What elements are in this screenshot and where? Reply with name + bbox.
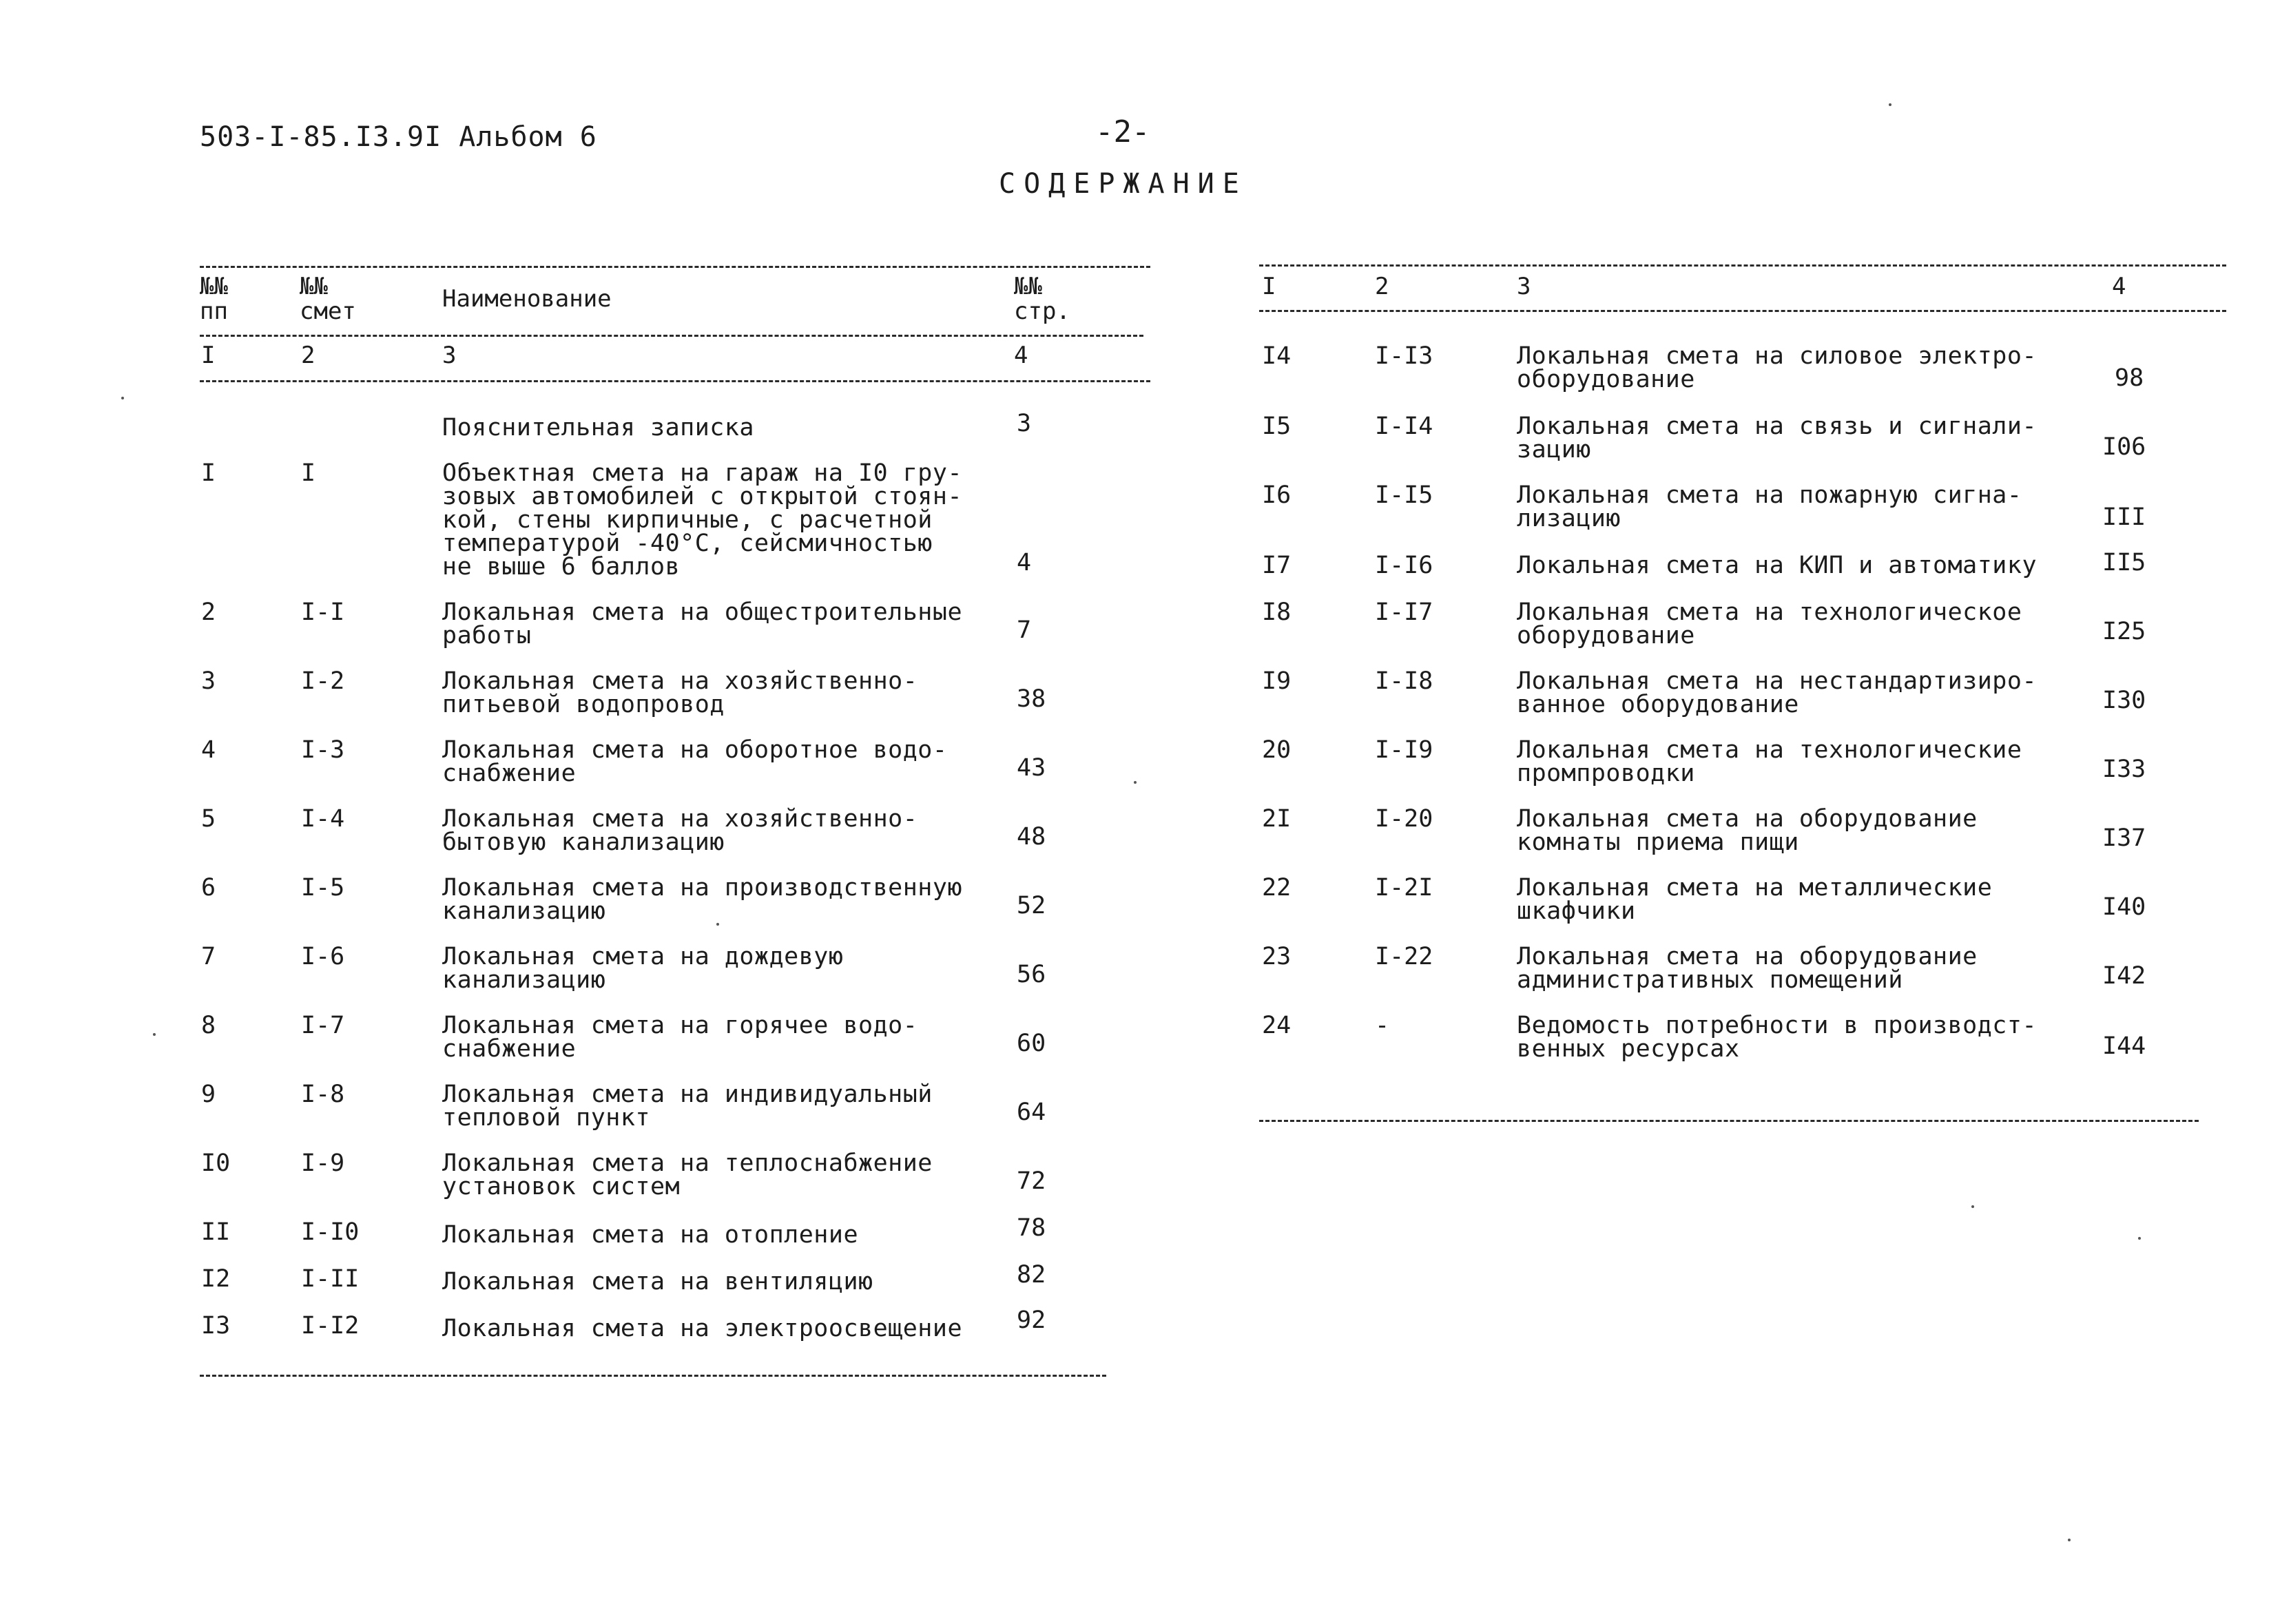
column-number-1: I (1262, 273, 1276, 300)
table-row-name: Локальная смета на оборудование административных помещений (1517, 943, 1978, 994)
table-row-pp: 24 (1262, 1012, 1292, 1039)
table-row-name: Локальная смета на оборотное водо- снабжение (442, 736, 948, 787)
table-row-pp: 8 (201, 1012, 216, 1039)
table-row-pp: II (201, 1218, 231, 1246)
table-row-page: 7 (1017, 616, 1032, 644)
table-row-page: I06 (2102, 433, 2146, 461)
table-row-smeta: I-I (301, 598, 345, 626)
column-number-3: 3 (442, 342, 457, 369)
scan-speck (1134, 781, 1137, 784)
table-row-pp: 2 (201, 598, 216, 626)
table-row-pp: I (201, 459, 216, 487)
table-row-pp: 6 (201, 874, 216, 902)
table-row-pp: I0 (201, 1149, 231, 1177)
table-row-name: Локальная смета на технологическое оборудование (1517, 598, 2022, 649)
table-row-page: II5 (2102, 549, 2146, 576)
table-row-smeta: I-I5 (1375, 481, 1433, 509)
table-row-smeta: I-I9 (1375, 736, 1433, 764)
column-number-2: 2 (301, 342, 315, 369)
table-row-page: I25 (2102, 618, 2146, 645)
table-row-name: Локальная смета на горячее водо- снабжение (442, 1012, 918, 1063)
table-row-page: 78 (1017, 1214, 1046, 1242)
table-row-pp: 5 (201, 805, 216, 833)
scan-speck (2068, 1539, 2071, 1541)
table-row-smeta: I-2 (301, 667, 345, 695)
table-row-name: Локальная смета на электроосвещение (442, 1315, 963, 1342)
table-row-name: Локальная смета на индивидуальный тепловой пункт (442, 1081, 933, 1132)
table-row-pp: 20 (1262, 736, 1292, 764)
header-bottom-rule (200, 335, 1143, 337)
table-row-smeta: I-I2 (301, 1312, 360, 1340)
table-row-smeta: - (1375, 1012, 1390, 1039)
table-row-page: 43 (1017, 754, 1046, 782)
table-row-page: 3 (1017, 410, 1032, 437)
table-row-smeta: I-20 (1375, 805, 1433, 833)
numbering-bottom-rule (200, 380, 1150, 382)
table-row-page: 4 (1017, 549, 1032, 576)
header-smeta-line2: смет (300, 298, 356, 325)
table-row-name: Локальная смета на вентиляцию (442, 1268, 873, 1295)
table-row-name: Локальная смета на нестандартизиро- ванное оборудование (1517, 667, 2038, 718)
table-row-page: 56 (1017, 961, 1046, 988)
table-row-name: Локальная смета на связь и сигнали- зацию (1517, 413, 2038, 464)
table-row-page: 82 (1017, 1261, 1046, 1289)
table-row-page: 60 (1017, 1030, 1046, 1057)
table-row-pp: 9 (201, 1081, 216, 1108)
table-row-smeta: I (301, 459, 316, 487)
table-row-page: III (2102, 503, 2146, 531)
table-row-pp: 22 (1262, 874, 1292, 902)
header-name: Наименование (442, 285, 612, 313)
table-row-pp: I7 (1262, 552, 1292, 579)
table-row-smeta: I-9 (301, 1149, 345, 1177)
table-row-name: Локальная смета на дождевую канализацию (442, 943, 844, 994)
table-row-smeta: I-I7 (1375, 598, 1433, 626)
table-bottom-rule (1259, 1120, 2199, 1122)
table-row-smeta: I-I6 (1375, 552, 1433, 579)
table-row-smeta: I-4 (301, 805, 345, 833)
scan-speck (153, 1033, 156, 1036)
scan-speck (2138, 1237, 2141, 1240)
numbering-bottom-rule (1259, 310, 2226, 312)
header-pp-line1: №№ (200, 273, 228, 300)
page-title: СОДЕРЖАНИЕ (999, 168, 1247, 200)
table-row-smeta: I-I8 (1375, 667, 1433, 695)
header-smeta-number (300, 274, 356, 324)
table-row-name: Локальная смета на силовое электро- оборудование (1517, 342, 2038, 393)
table-row-page: 48 (1017, 823, 1046, 851)
table-row-pp: 3 (201, 667, 216, 695)
table-row-page: I44 (2102, 1032, 2146, 1060)
page-number: -2- (1095, 114, 1150, 149)
header-pp-line2: пп (200, 298, 228, 325)
table-row-smeta: I-2I (1375, 874, 1433, 902)
table-row-page: I42 (2102, 962, 2146, 990)
table-row-smeta: I-22 (1375, 943, 1433, 970)
table-row-page: I40 (2102, 893, 2146, 921)
header-pp-number (200, 274, 228, 324)
header-page-number (1014, 274, 1070, 324)
table-row-name: Локальная смета на хозяйственно- бытовую канализацию (442, 805, 918, 856)
table-row-page: 52 (1017, 892, 1046, 919)
table-row-page: I37 (2102, 824, 2146, 852)
table-row-name: Локальная смета на оборудование комнаты приема пищи (1517, 805, 1978, 856)
scan-speck (121, 397, 124, 399)
table-row-page: 72 (1017, 1167, 1046, 1195)
table-row-pp: 23 (1262, 943, 1292, 970)
table-row-name: Ведомость потребности в производст- венных ресурсах (1517, 1012, 2038, 1063)
table-row-name: Локальная смета на общестроительные работы (442, 598, 963, 649)
table-row-page: I33 (2102, 756, 2146, 783)
scan-speck (1971, 1205, 1974, 1208)
table-row-smeta: I-3 (301, 736, 345, 764)
table-row-smeta: I-5 (301, 874, 345, 902)
table-row-smeta: I-I4 (1375, 413, 1433, 440)
header-page-line1: №№ (1014, 273, 1042, 300)
table-row-page: 98 (2115, 364, 2144, 392)
table-row-smeta: I-8 (301, 1081, 345, 1108)
table-row-pp: I6 (1262, 481, 1292, 509)
table-row-pp: 2I (1262, 805, 1292, 833)
table-row-pp: 7 (201, 943, 216, 970)
table-row-smeta: I-I0 (301, 1218, 360, 1246)
table-row-pp: I4 (1262, 342, 1292, 370)
table-row-smeta: I-7 (301, 1012, 345, 1039)
table-row-name: Локальная смета на КИП и автоматику (1517, 552, 2038, 579)
table-bottom-rule (200, 1375, 1106, 1377)
table-row-name: Локальная смета на хозяйственно- питьевой водопровод (442, 667, 918, 718)
table-row-name: Пояснительная записка (442, 414, 755, 441)
table-row-smeta: I-II (301, 1265, 360, 1293)
column-number-2: 2 (1375, 273, 1389, 300)
table-row-name: Локальная смета на производственную канализацию (442, 874, 963, 925)
column-number-4: 4 (1014, 342, 1028, 369)
table-row-pp: I2 (201, 1265, 231, 1293)
column-number-3: 3 (1517, 273, 1531, 300)
table-row-name: Объектная смета на гараж на I0 гру- зовых автомобилей с открытой стоян- кой, стены кирпичные, с расчетной температурой -40°С, сейсмичностью не выше 6 баллов (442, 459, 963, 581)
table-row-name: Локальная смета на пожарную сигна- лизацию (1517, 481, 2022, 532)
table-row-name: Локальная смета на теплоснабжение установок систем (442, 1149, 933, 1200)
table-row-page: 38 (1017, 685, 1046, 713)
header-page-line2: стр. (1014, 298, 1070, 325)
table-row-pp: I8 (1262, 598, 1292, 626)
table-row-name: Локальная смета на металлические шкафчики (1517, 874, 1993, 925)
table-row-pp: 4 (201, 736, 216, 764)
column-number-4: 4 (2112, 273, 2126, 300)
table-row-name: Локальная смета на технологические промпроводки (1517, 736, 2022, 787)
table-row-pp: I9 (1262, 667, 1292, 695)
table-row-pp: I3 (201, 1312, 231, 1340)
header-smeta-line1: №№ (300, 273, 328, 300)
scan-speck (716, 923, 719, 926)
table-row-page: 92 (1017, 1307, 1046, 1334)
table-top-rule (1259, 264, 2226, 267)
table-top-rule (200, 266, 1150, 268)
scan-speck (1889, 103, 1891, 106)
table-row-pp: I5 (1262, 413, 1292, 440)
table-row-page: I30 (2102, 687, 2146, 714)
table-row-name: Локальная смета на отопление (442, 1221, 859, 1249)
table-row-page: 64 (1017, 1099, 1046, 1126)
column-number-1: I (201, 342, 216, 369)
table-row-smeta: I-6 (301, 943, 345, 970)
document-code: 503-I-85.I3.9I Альбом 6 (200, 121, 597, 153)
table-row-smeta: I-I3 (1375, 342, 1433, 370)
